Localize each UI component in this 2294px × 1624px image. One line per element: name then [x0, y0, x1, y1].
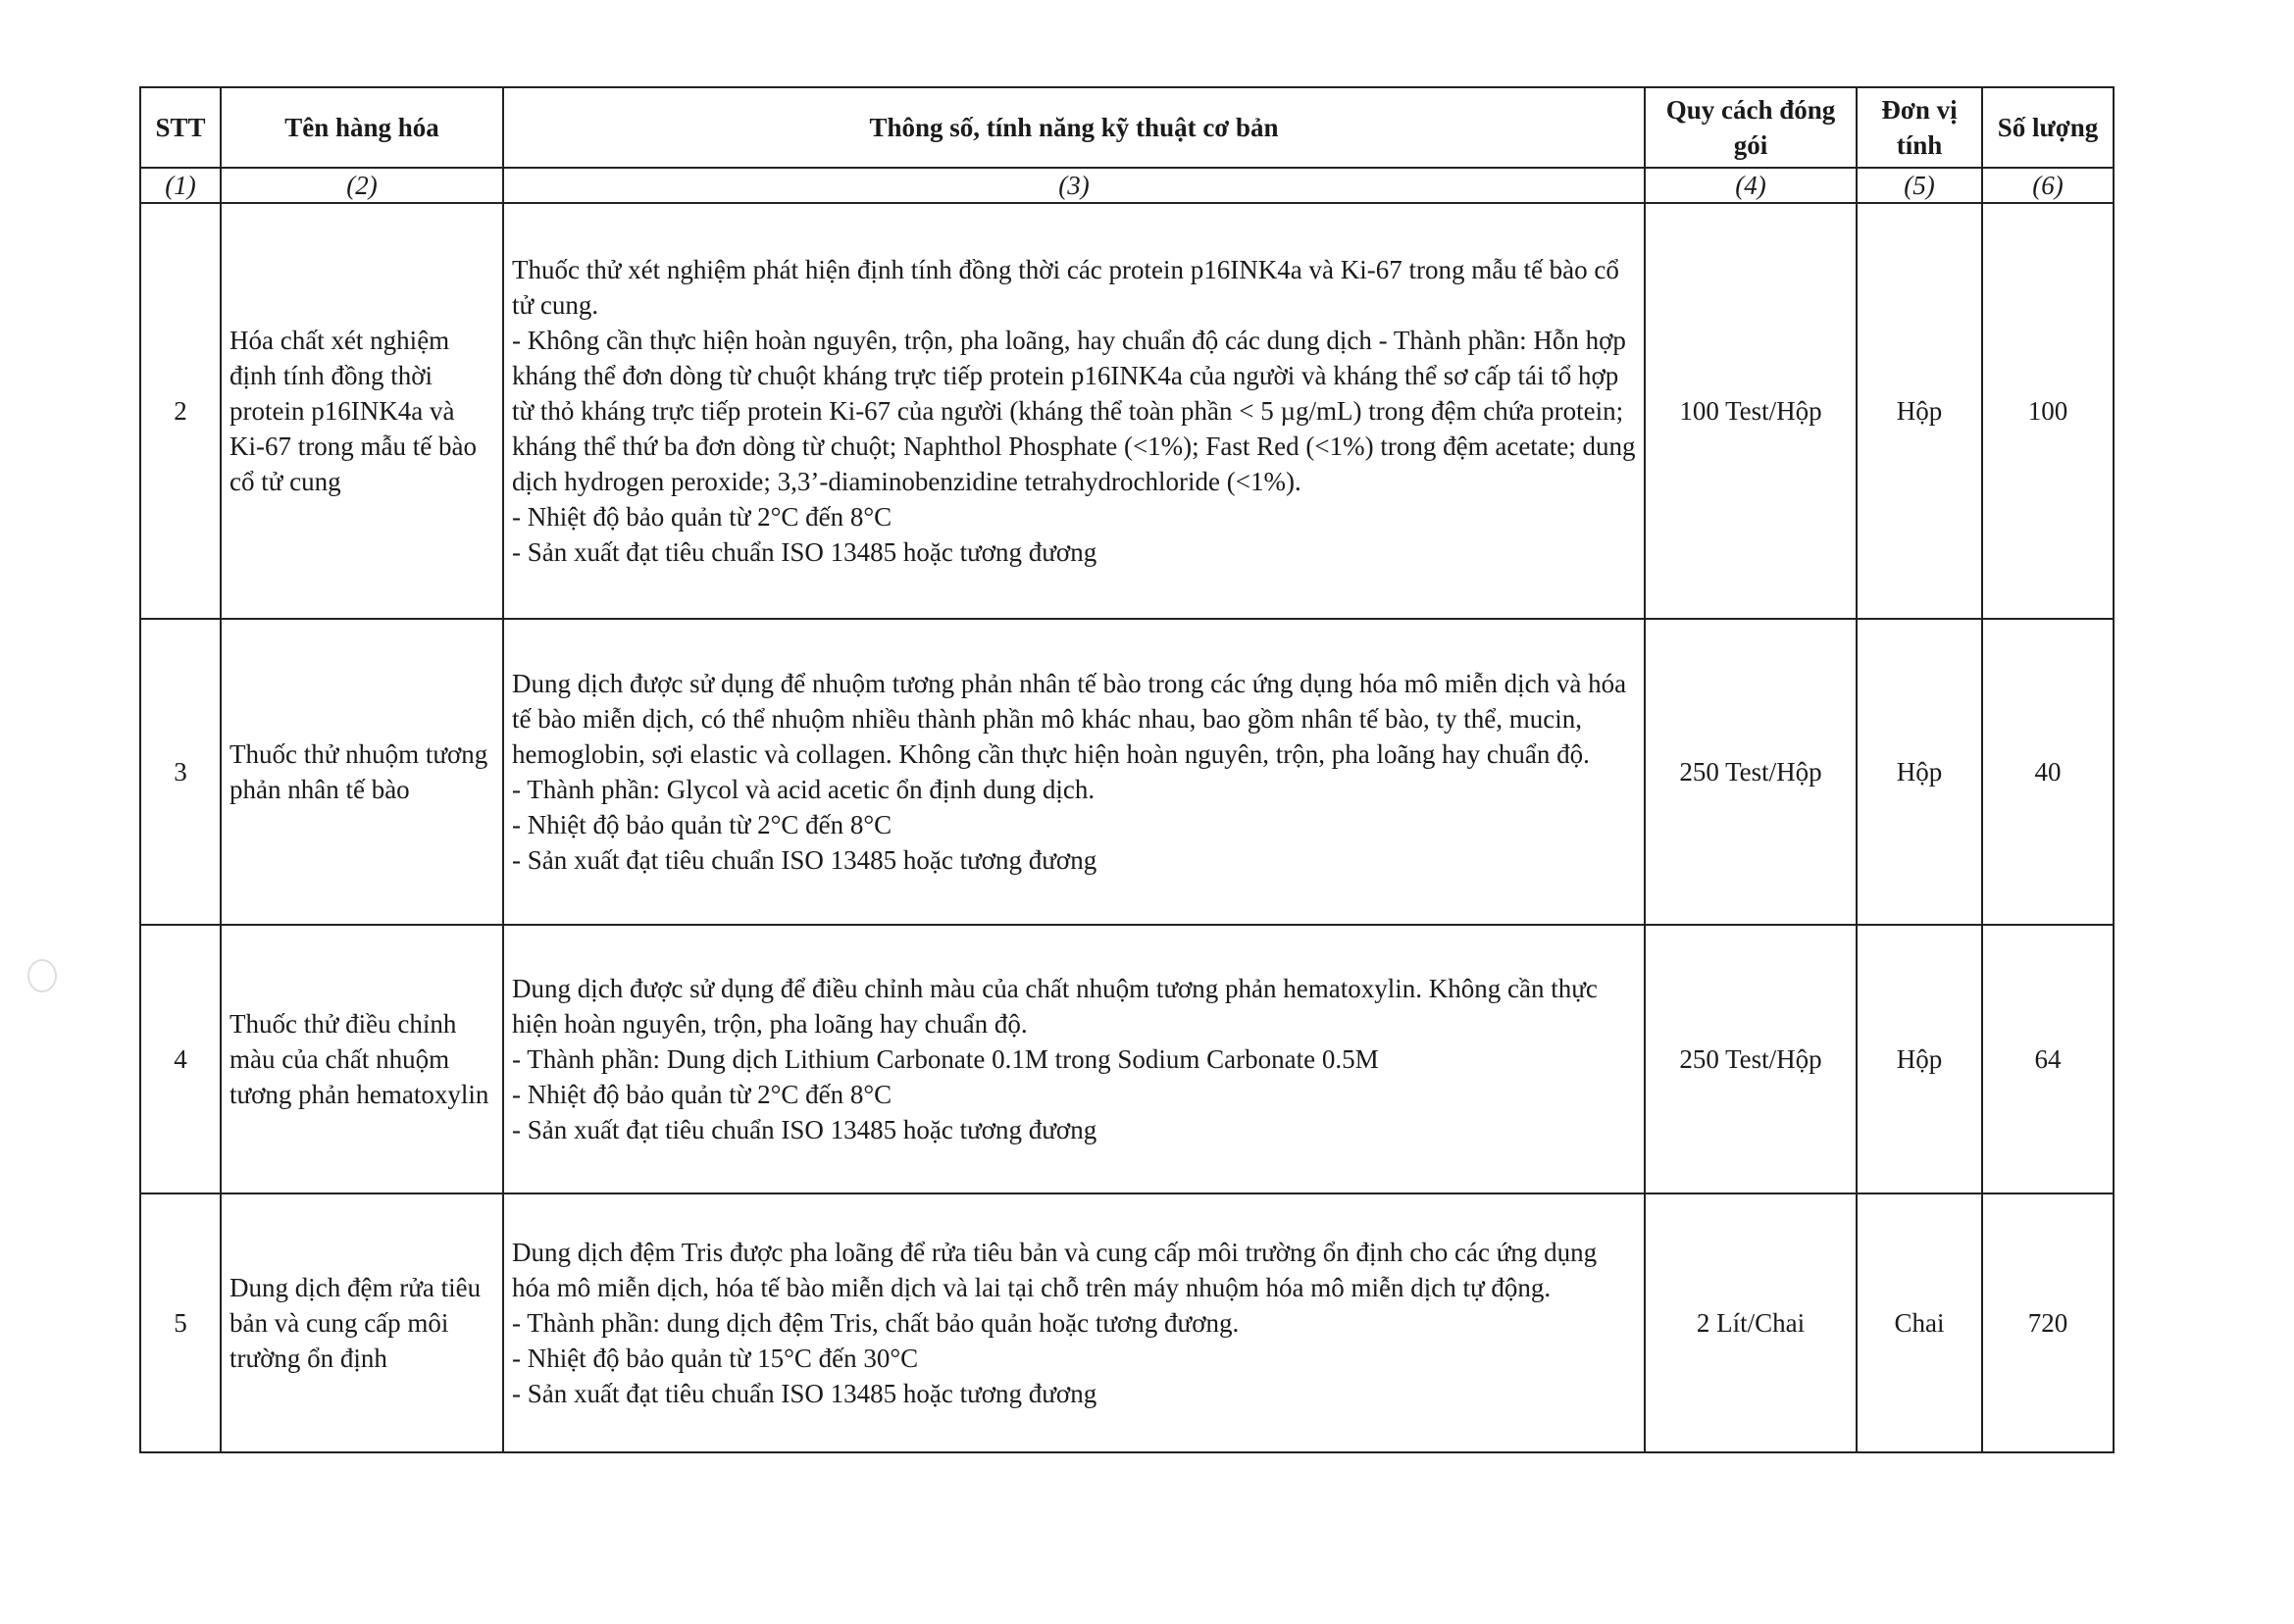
table-row	[140, 203, 2114, 619]
spec-line: - Không cần thực hiện hoàn nguyên, trộn, pha loãng, hay chuẩn độ các dung dịch - Thành phần: Hỗn hợp kháng thể đơn dòng từ chuột kháng trực tiếp protein p16INK4a của người và kháng thể sơ cấp tái tổ hợp từ thỏ kháng trực tiếp protein Ki-67 của người (kháng thể toàn phần < 5 µg/mL) trong đệm chứa protein; kháng thể thứ ba đơn dòng từ chuột; Naphthol Phosphate (<1%); Fast Red (<1%) trong đệm acetate; dung dịch hydrogen peroxide; 3,3’-diaminobenzidine tetrahydrochloride (<1%).	[512, 326, 1636, 496]
column-number: (4)	[1645, 168, 1857, 203]
column-number: (3)	[503, 168, 1645, 203]
row-stt: 2	[140, 203, 221, 619]
spec-line: Thuốc thử xét nghiệm phát hiện định tính đồng thời các protein p16INK4a và Ki-67 trong mẫu tế bào cổ tử cung.	[512, 255, 1619, 320]
row-item-name: Dung dịch đệm rửa tiêu bản và cung cấp môi trường ổn định	[221, 1193, 503, 1452]
header-spec: Thông số, tính năng kỹ thuật cơ bản	[503, 87, 1645, 168]
row-qty: 720	[1982, 1193, 2114, 1452]
header-row	[140, 87, 2114, 168]
row-stt: 4	[140, 925, 221, 1193]
spec-line: Dung dịch được sử dụng để nhuộm tương phản nhân tế bào trong các ứng dụng hóa mô miễn dịch và hóa tế bào miễn dịch, có thể nhuộm nhiều thành phần mô khác nhau, bao gồm nhân tế bào, ty thể, mucin, hemoglobin, sợi elastic và collagen. Không cần thực hiện hoàn nguyên, trộn, pha loãng hay chuẩn độ.	[512, 669, 1627, 769]
row-qty: 100	[1982, 203, 2114, 619]
spec-line: - Sản xuất đạt tiêu chuẩn ISO 13485 hoặc tương đương	[512, 845, 1097, 875]
column-number-row	[140, 168, 2114, 203]
row-spec	[503, 203, 1645, 619]
table-row	[140, 619, 2114, 925]
row-pack: 250 Test/Hộp	[1645, 619, 1857, 925]
row-stt: 5	[140, 1193, 221, 1452]
row-item-name: Hóa chất xét nghiệm định tính đồng thời protein p16INK4a và Ki-67 trong mẫu tế bào cổ tử cung	[221, 203, 503, 619]
header-qty: Số lượng	[1982, 87, 2114, 168]
row-unit: Hộp	[1857, 203, 1982, 619]
row-unit: Hộp	[1857, 619, 1982, 925]
header-name: Tên hàng hóa	[221, 87, 503, 168]
row-pack: 250 Test/Hộp	[1645, 925, 1857, 1193]
spec-line: - Thành phần: dung dịch đệm Tris, chất bảo quản hoặc tương đương.	[512, 1308, 1240, 1338]
column-number: (5)	[1857, 168, 1982, 203]
spec-line: - Sản xuất đạt tiêu chuẩn ISO 13485 hoặc tương đương	[512, 1115, 1097, 1144]
goods-spec-table	[139, 86, 2115, 1453]
row-spec	[503, 925, 1645, 1193]
row-unit: Chai	[1857, 1193, 1982, 1452]
row-item-name: Thuốc thử nhuộm tương phản nhân tế bào	[221, 619, 503, 925]
row-spec	[503, 1193, 1645, 1452]
spec-line: - Thành phần: Dung dịch Lithium Carbonate 0.1M trong Sodium Carbonate 0.5M	[512, 1044, 1379, 1074]
spec-line: - Sản xuất đạt tiêu chuẩn ISO 13485 hoặc tương đương	[512, 1379, 1097, 1408]
spec-line: - Nhiệt độ bảo quản từ 2°C đến 8°C	[512, 502, 892, 532]
row-unit: Hộp	[1857, 925, 1982, 1193]
row-spec	[503, 619, 1645, 925]
row-qty: 40	[1982, 619, 2114, 925]
header-stt: STT	[140, 87, 221, 168]
spec-line: - Sản xuất đạt tiêu chuẩn ISO 13485 hoặc tương đương	[512, 537, 1097, 567]
document-sheet	[139, 86, 2113, 1453]
column-number: (6)	[1982, 168, 2114, 203]
row-stt: 3	[140, 619, 221, 925]
row-qty: 64	[1982, 925, 2114, 1193]
column-number: (1)	[140, 168, 221, 203]
spec-line: - Thành phần: Glycol và acid acetic ổn định dung dịch.	[512, 775, 1096, 804]
table-row	[140, 1193, 2114, 1452]
spec-line: Dung dịch đệm Tris được pha loãng để rửa tiêu bản và cung cấp môi trường ổn định cho các ứng dụng hóa mô miễn dịch, hóa tế bào miễn dịch và lai tại chỗ trên máy nhuộm hóa mô miễn dịch tự động.	[512, 1238, 1598, 1302]
header-pack: Quy cách đóng gói	[1645, 87, 1857, 168]
row-item-name: Thuốc thử điều chỉnh màu của chất nhuộm tương phản hematoxylin	[221, 925, 503, 1193]
spec-line: Dung dịch được sử dụng để điều chỉnh màu của chất nhuộm tương phản hematoxylin. Không cần thực hiện hoàn nguyên, trộn, pha loãng hay chuẩn độ.	[512, 974, 1598, 1039]
header-unit: Đơn vị tính	[1857, 87, 1982, 168]
column-number: (2)	[221, 168, 503, 203]
row-pack: 2 Lít/Chai	[1645, 1193, 1857, 1452]
spec-line: - Nhiệt độ bảo quản từ 15°C đến 30°C	[512, 1344, 919, 1373]
spec-line: - Nhiệt độ bảo quản từ 2°C đến 8°C	[512, 1080, 892, 1109]
spec-line: - Nhiệt độ bảo quản từ 2°C đến 8°C	[512, 810, 892, 839]
row-pack: 100 Test/Hộp	[1645, 203, 1857, 619]
table-row	[140, 925, 2114, 1193]
scan-hole-mark	[27, 959, 57, 992]
